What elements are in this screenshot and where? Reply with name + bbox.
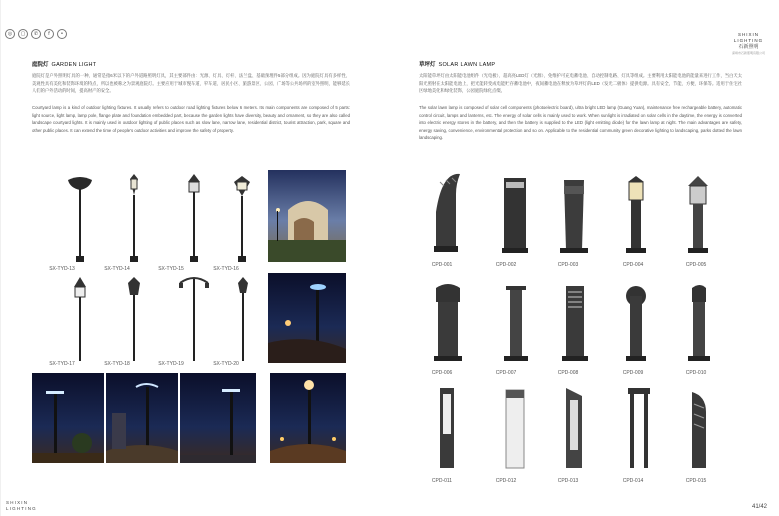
lawn-lamp-image[interactable] [504,286,528,361]
lawn-lamp-image[interactable] [688,176,708,253]
night-2-art [106,373,178,463]
product-caption: CPD-010 [685,370,707,376]
product-caption: CPD-015 [685,478,707,484]
solar-section-title [419,60,495,68]
product-caption: CPD-005 [685,262,707,268]
phone-icon[interactable]: ✆ [31,29,41,39]
lawn-lamp-image[interactable] [688,285,710,361]
brand-logo-bottom [6,500,37,511]
lawn-lamp-image[interactable] [628,388,650,468]
garden-light-image[interactable] [234,176,250,262]
garden-light-image[interactable] [74,277,86,361]
lawn-lamp-image[interactable] [440,388,454,468]
product-caption: CPD-008 [557,370,579,376]
cart-icon[interactable]: ▢ [18,29,28,39]
solar-description-cn: 太阳能草坪灯由太阳能电池组件（光电板）、超高亮LED灯（光源）、免维护可充电蓄电池、自动控制电路、灯具等组成。主要利用太阳能电池的能量来进行工作，当白天太阳光照射在太阳能电池上，把光能转变成电能贮存蓄电池中，夜间蓄电池在释放为草坪灯的LED（发光二极体）提供电源。具有安全、节能、方便、环保等。适用于住宅社区绿地美化和绿化装饰，公园庭院绿化点缀。 [419,73,742,94]
night-scene-photo-1[interactable] [32,373,104,463]
garden-light-image[interactable] [68,177,92,262]
product-caption: CPD-007 [495,370,517,376]
solar-row2-images [410,278,740,366]
footer-brand-line-2: LIGHTING [6,505,37,511]
header-icons [5,29,67,39]
product-caption: CPD-014 [622,478,644,484]
dot-icon[interactable]: • [57,29,67,39]
night-scene-photo-4[interactable] [270,373,346,463]
lawn-lamp-image[interactable] [626,286,646,361]
garden-light-image[interactable] [188,174,200,262]
product-caption: CPD-001 [431,262,453,268]
solar-row3-images [410,384,740,474]
product-caption: CPD-011 [431,478,453,484]
garden-scene-photo-1[interactable] [268,170,346,262]
product-caption: SX-TYD-16 [213,266,239,272]
product-caption: SX-TYD-18 [104,361,130,367]
brand-logo-top [732,32,765,56]
garden-scene-photo-2[interactable] [268,273,346,363]
garden-title-en: GARDEN LIGHT [51,62,97,68]
product-caption: CPD-013 [557,478,579,484]
garden-light-image[interactable] [238,277,248,361]
product-caption: CPD-006 [431,370,453,376]
lawn-lamp-image[interactable] [506,390,524,468]
brand-line-2: LIGHTING [733,38,764,43]
solar-title-cn: 草坪灯 [419,62,436,68]
globe-icon[interactable]: ◎ [5,29,15,39]
lawn-lamp-image[interactable] [434,174,460,252]
garden-light-image[interactable] [130,174,138,262]
brand-cn: 石新照明 [738,44,759,50]
night-1-art [32,373,104,463]
product-caption: CPD-003 [557,262,579,268]
garden-row1-images [30,170,260,262]
garden-light-image[interactable] [179,278,209,361]
garden-section-title [32,60,96,68]
night-scene-photo-2[interactable] [106,373,178,463]
page-gutter [0,0,1,516]
lawn-lamp-image[interactable] [692,392,706,468]
lawn-lamp-image[interactable] [566,388,582,468]
scene-2-art [268,273,346,363]
product-caption: CPD-009 [622,370,644,376]
facebook-icon[interactable]: f [44,29,54,39]
product-caption: SX-TYD-15 [158,266,184,272]
page-number: 41/42 [751,504,767,510]
product-caption: SX-TYD-14 [104,266,130,272]
brand-line-1: SHIXIN [737,32,759,37]
product-caption: CPD-004 [622,262,644,268]
night-scene-photo-3[interactable] [180,373,256,463]
product-caption: CPD-012 [495,478,517,484]
garden-title-cn: 庭院灯 [32,62,49,68]
lawn-lamp-image[interactable] [560,180,588,253]
footer-brand-line-1: SHIXIN [6,500,29,505]
garden-light-image[interactable] [128,277,140,361]
solar-description-en: The solar lawn lamp is composed of solar cell components (photoelectric board), ultra bright LED lamp (Guang Yuan), maintenance free rechargeable battery, automatic control circuit, lamps and lanterns, etc. The energy of solar cells is mainly used to work. When sunlight is irradiated on solar cells in the daytime, the energy is converted into electric energy stores in the battery, and then the battery is supplied to the LED (light emitting diode) for the lawn lamp at night. The main advantages are safety, energy saving, convenience, environmental protection and so on. Applicable to the residential community green decorative lighting to landscaping, parks dotted the lawn landscaping. [419,105,742,141]
night-4-art [270,373,346,463]
solar-title-en: SOLAR LAWN LAMP [438,62,496,68]
solar-row1-images [410,172,740,258]
product-caption: SX-TYD-13 [49,266,75,272]
scene-1-art [268,170,346,262]
product-caption: SX-TYD-17 [49,361,75,367]
lawn-lamp-image[interactable] [502,178,528,253]
garden-description-en: Courtyard lamp is a kind of outdoor lighting fixtures. It usually refers to outdoor road lighting fixtures below 6 meters. Its main components are composed of 5 parts: light source, light lamp, lamp pole, flange plate and foundation embedded part, because the garden lights have diversity, beauty and ornament, so they are also called landscape courtyard lights. It is mainly used in outdoor lighting of public places such as slow lane, narrow lane, residential district, tourist attraction, park, square and other public places. It can extend the time of people's outdoor activities and improve the safety of property. [32,105,350,133]
lawn-lamp-image[interactable] [434,284,462,361]
lawn-lamp-image[interactable] [562,286,588,361]
garden-row2-images [30,273,260,363]
product-caption: CPD-002 [495,262,517,268]
lawn-lamp-image[interactable] [626,176,646,253]
night-3-art [180,373,256,463]
garden-description-cn: 庭院灯是户外照明灯具的一种，通常是指6米以下的户外道路照明灯具，其主要部件由：光源、灯具、灯杆、法兰盘、基础预埋件5部分组成。因为庭院灯具有多样性、美观性具有美化和装饰环境的特点，所以也被称之为景观庭院灯。主要应用于城市慢车道、窄车道、居民小区、旅游景区、公园、广场等公共场所的室外照明，能够延长人们的户外活动的时间，提高财产的安全。 [32,73,350,94]
brand-small: 深圳市石新照明有限公司 [731,51,765,55]
product-caption: SX-TYD-20 [213,361,239,367]
product-caption: SX-TYD-19 [158,361,184,367]
